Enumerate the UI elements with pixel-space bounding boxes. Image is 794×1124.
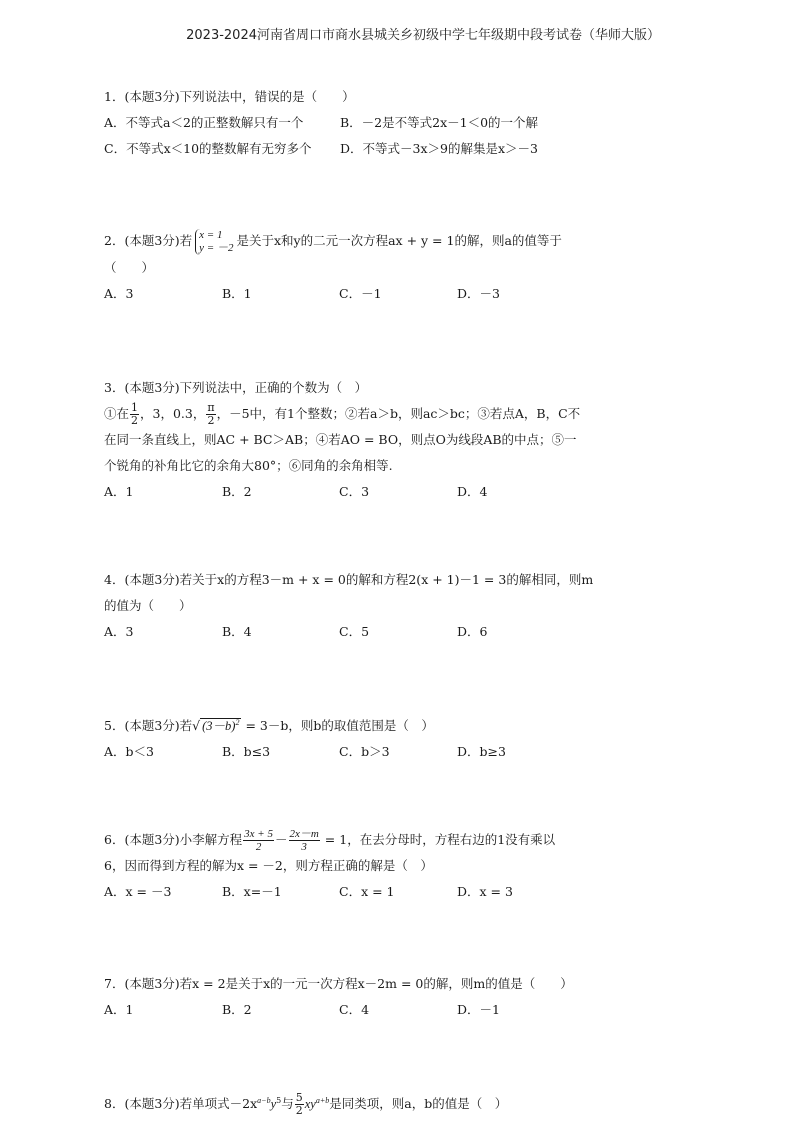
question-4: [104, 567, 594, 645]
question-2-options: [104, 281, 574, 307]
fraction-denominator: 2: [131, 414, 139, 427]
equation-system: [195, 229, 233, 255]
question-8-prefix: 8．(本题3分)若单项式－2x: [104, 1096, 258, 1112]
fraction-numerator: 2x－m: [289, 828, 319, 840]
question-3-line-1: [104, 401, 581, 427]
question-1: [104, 84, 574, 162]
system-line-2: y = －2: [199, 241, 234, 254]
exponent-a-plus-b: a+b: [315, 1096, 330, 1105]
question-2-option-d[interactable]: D．－3: [457, 285, 500, 301]
question-4-options: [104, 619, 574, 645]
question-3-text-c: ，－5中，有1个整数；②若a＞b，则ac＞bc；③若点A，B，C不: [216, 406, 581, 421]
question-4-option-c[interactable]: C．5: [339, 624, 370, 639]
exponent-y: 5: [276, 1096, 282, 1105]
conjunction: 与: [281, 1096, 294, 1112]
question-3-text-b: ，3，0.3，: [140, 406, 206, 421]
question-1-stem: 1．(本题3分)下列说法中，错误的是（ ）: [104, 89, 355, 104]
question-2-rest: 是关于x和y的二元一次方程ax + y = 1的解，则a的值等于: [236, 233, 562, 248]
question-2-option-c[interactable]: C．－1: [339, 285, 382, 301]
question-4-option-b[interactable]: B．4: [222, 624, 252, 639]
variables-xy: xy: [304, 1097, 316, 1112]
question-6-options: [104, 879, 574, 905]
question-3: [104, 375, 581, 505]
fraction-right: [289, 828, 320, 853]
question-1-option-c[interactable]: C．不等式x＜10的整数解有无穷多个: [104, 141, 312, 156]
question-6-option-b[interactable]: B．x=－1: [222, 884, 282, 899]
question-3-option-d[interactable]: D．4: [457, 484, 488, 499]
variable-y: y: [270, 1097, 277, 1112]
question-4-line-1: 4．(本题3分)若关于x的方程3－m + x = 0的解和方程2(x + 1)－1 = 3的解相同，则m: [104, 572, 594, 587]
fraction-denominator: 2: [207, 414, 215, 427]
question-1-options-row-1: [104, 110, 574, 136]
question-7-option-b[interactable]: B．2: [222, 1002, 252, 1017]
question-3-line-2: 在同一条直线上，则AC + BC＞AB；④若AO = BO，则点O为线段AB的中点；⑤一: [104, 432, 577, 447]
question-2-option-a[interactable]: A．3: [104, 285, 134, 301]
question-4-option-a[interactable]: A．3: [104, 624, 134, 639]
fraction-denominator: 3: [301, 841, 307, 853]
question-5-option-d[interactable]: D．b≥3: [457, 744, 506, 760]
question-3-line-3: 个锐角的补角比它的余角大80°；⑥同角的余角相等.: [104, 458, 393, 473]
radicand-exponent: 2: [235, 718, 240, 727]
question-5-options: [104, 739, 574, 765]
fraction-denominator: 2: [295, 1104, 303, 1118]
question-7: [104, 971, 574, 1023]
question-8-rest: 是同类项，则a，b的值是（ ）: [329, 1096, 508, 1112]
question-5-option-b[interactable]: B．b≤3: [222, 744, 271, 760]
question-3-stem: 3．(本题3分)下列说法中，正确的个数为（ ）: [104, 380, 368, 395]
system-line-1: x = 1: [199, 228, 223, 241]
question-2-stem: [104, 228, 574, 255]
question-6-option-c[interactable]: C．x = 1: [339, 884, 395, 899]
question-5-rest: = 3－b，则b的取值范围是（ ）: [241, 718, 434, 734]
question-4-option-d[interactable]: D．6: [457, 624, 488, 639]
question-8: [104, 1088, 574, 1117]
fraction-pi-half: [206, 402, 215, 427]
page-header: 2023-2024河南省周口市商水县城关乡初级中学七年级期中段考试卷（华师大版）: [186, 28, 660, 43]
question-6: [104, 827, 574, 905]
question-3-option-a[interactable]: A．1: [104, 484, 134, 499]
sqrt-sign-icon: √: [192, 718, 201, 734]
minus-sign: －: [274, 832, 288, 847]
question-3-text-a: ①在: [104, 406, 130, 421]
fraction-numerator: 1: [131, 401, 139, 414]
question-3-options: [104, 479, 574, 505]
question-7-stem: 7．(本题3分)若x = 2是关于x的一元一次方程x－2m = 0的解，则m的值是（ ）: [104, 976, 573, 991]
fraction-one-half: [130, 402, 139, 427]
sqrt-radicand: [200, 718, 241, 733]
question-1-options-row-2: [104, 136, 574, 162]
question-7-options: [104, 997, 574, 1023]
question-4-line-2: 的值为（ ）: [104, 598, 192, 613]
fraction-numerator: 3x + 5: [244, 828, 273, 840]
question-2-option-b[interactable]: B．1: [222, 285, 252, 301]
question-6-option-a[interactable]: A．x = －3: [104, 884, 172, 899]
question-6-line-1: [104, 827, 574, 853]
exponent-x: a−b: [257, 1096, 271, 1105]
question-7-option-a[interactable]: A．1: [104, 1002, 134, 1017]
question-7-option-c[interactable]: C．4: [339, 1002, 370, 1017]
question-3-option-c[interactable]: C．3: [339, 484, 370, 499]
question-6-option-d[interactable]: D．x = 3: [457, 884, 513, 899]
question-5: [104, 710, 574, 765]
question-8-stem: [104, 1088, 574, 1117]
radicand-text: (3－b): [202, 719, 236, 734]
fraction-denominator: 2: [255, 841, 262, 853]
question-2-paren: （ ）: [104, 259, 155, 275]
fraction-left: [243, 828, 274, 853]
question-5-option-a[interactable]: A．b＜3: [104, 744, 154, 760]
question-1-option-d[interactable]: D．不等式－3x＞9的解集是x＞－3: [340, 141, 538, 156]
question-2-prefix: 2．(本题3分)若: [104, 233, 193, 248]
fraction-numerator: π: [207, 401, 215, 414]
question-6-rest: = 1，在去分母时，方程右边的1没有乘以: [320, 832, 556, 847]
question-1-option-b[interactable]: B．－2是不等式2x－1＜0的一个解: [340, 115, 539, 130]
question-7-option-d[interactable]: D．－1: [457, 1002, 500, 1017]
question-5-option-c[interactable]: C．b＞3: [339, 744, 390, 760]
question-5-prefix: 5．(本题3分)若: [104, 718, 193, 734]
fraction-numerator: 5: [295, 1091, 303, 1105]
question-1-option-a[interactable]: A．不等式a＜2的正整数解只有一个: [104, 115, 304, 130]
question-2: [104, 228, 574, 307]
question-3-option-b[interactable]: B．2: [222, 484, 252, 499]
fraction-five-halves: [295, 1092, 304, 1117]
question-6-prefix: 6．(本题3分)小李解方程: [104, 832, 243, 847]
question-6-line-2: 6，因而得到方程的解为x = －2，则方程正确的解是（ ）: [104, 858, 433, 873]
question-5-stem: [104, 710, 574, 739]
